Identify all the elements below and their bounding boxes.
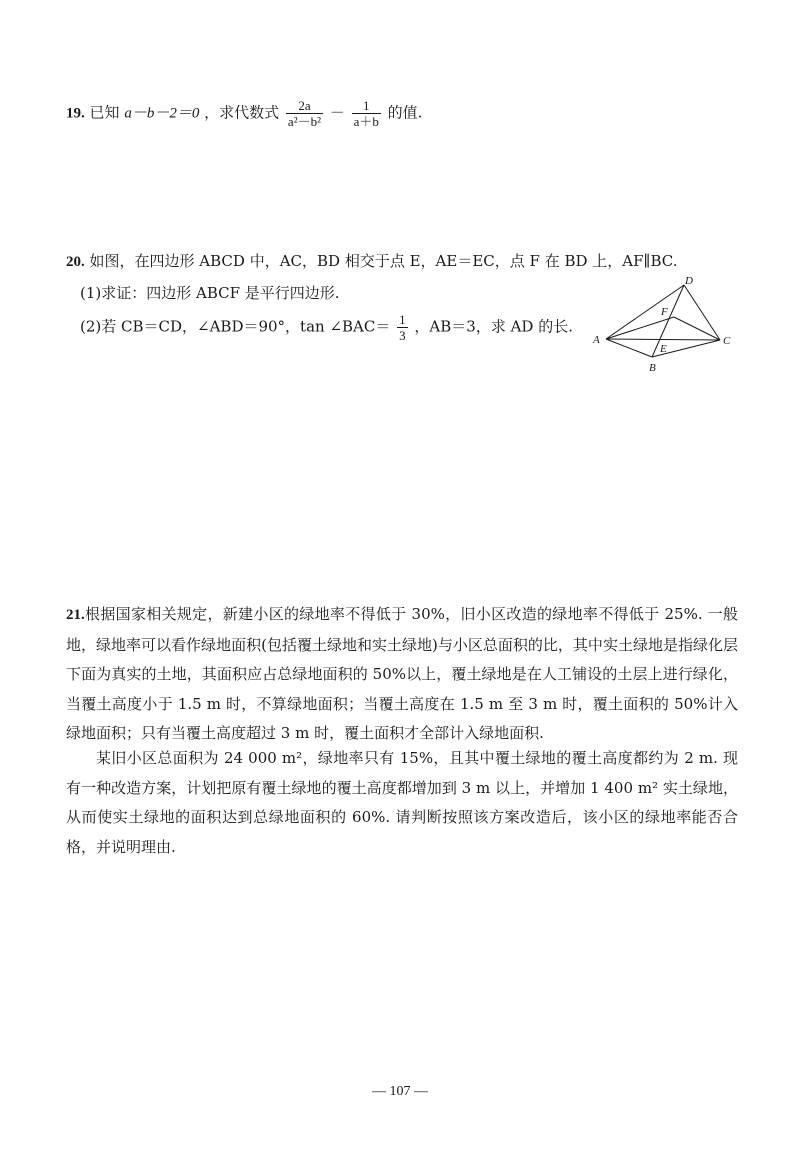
segment-ab bbox=[606, 339, 652, 357]
label-f: F bbox=[661, 306, 668, 318]
q19-fraction-1-numerator: 2a bbox=[286, 98, 323, 114]
question-20-stem-line bbox=[66, 250, 677, 271]
q19-suffix: 的值. bbox=[387, 103, 423, 122]
q19-fraction-1 bbox=[286, 98, 323, 129]
q20-part2-before: (2)若 CB＝CD，∠ABD＝90°，tan ∠BAC＝ bbox=[80, 317, 391, 336]
q19-minus: － bbox=[329, 103, 345, 122]
label-a: A bbox=[593, 334, 600, 346]
label-d: D bbox=[685, 275, 693, 287]
question-21-paragraph-1 bbox=[66, 600, 738, 749]
label-c: C bbox=[723, 335, 731, 347]
question-20-stem: 如图，在四边形 ABCD 中，AC，BD 相交于点 E，AE＝EC，点 F 在 BD 上，AF∥BC. bbox=[89, 252, 678, 270]
question-20-number: 20. bbox=[66, 254, 85, 270]
question-21-text-1: 根据国家相关规定，新建小区的绿地率不得低于 30%，旧小区改造的绿地率不得低于 25%. 一般地，绿地率可以看作绿地面积(包括覆土绿地和实土绿地)与小区总面积的比，其中实土绿地是指绿化层下面为真实的土地，其面积应占总绿地面积的 50%以上，覆土绿地是在人工铺设的土层上进行绿化，当覆土高度小于 1.5 m 时，不算绿地面积；当覆土高度在 1.5 m 至 3 m 时，覆土面积的 50%计入绿地面积；只有当覆土高度超过 3 m 时，覆土面积才全部计入绿地面积. bbox=[66, 605, 738, 742]
question-20-part-1: (1)求证：四边形 ABCF 是平行四边形. bbox=[80, 284, 340, 302]
q19-fraction-2-numerator: 1 bbox=[352, 98, 381, 114]
q19-fraction-1-denominator: a²－b² bbox=[287, 114, 321, 129]
question-19-number: 19. bbox=[66, 105, 85, 122]
question-21-number: 21. bbox=[66, 607, 85, 623]
q19-fraction-2 bbox=[352, 98, 381, 129]
question-19 bbox=[66, 98, 422, 129]
q20-tan-fraction bbox=[397, 312, 408, 343]
q20-tan-fraction-numerator: 1 bbox=[399, 312, 406, 327]
q19-condition: a－b－2＝0 bbox=[124, 105, 200, 122]
quadrilateral-figure bbox=[590, 275, 740, 375]
segment-ac bbox=[606, 339, 720, 340]
q19-fraction-2-denominator: a＋b bbox=[353, 114, 379, 129]
page-number: — 107 — bbox=[372, 1084, 428, 1099]
question-21-paragraph-2: 某旧小区总面积为 24 000 m²，绿地率只有 15%，且其中覆土绿地的覆土高度都约为 2 m. 现有一种改造方案，计划把原有覆土绿地的覆土高度都增加到 3 m 以上，并增加 1 400 m² 实土绿地，从而使实土绿地的面积达到总绿地面积的 60%. 请判断按照该方案改造后，该小区的绿地率能否合格，并说明理由. bbox=[66, 749, 738, 856]
q19-middle: ，求代数式 bbox=[204, 103, 280, 122]
segment-af bbox=[606, 317, 674, 339]
label-b: B bbox=[649, 362, 656, 374]
q19-prefix: 已知 bbox=[89, 103, 120, 122]
label-e: E bbox=[660, 343, 667, 355]
q20-tan-fraction-denominator: 3 bbox=[399, 328, 406, 343]
segment-cd bbox=[684, 285, 720, 340]
q20-part2-after: ，AB＝3，求 AD 的长. bbox=[414, 317, 573, 336]
segment-fc bbox=[674, 317, 720, 340]
question-20-part-2 bbox=[80, 312, 573, 343]
